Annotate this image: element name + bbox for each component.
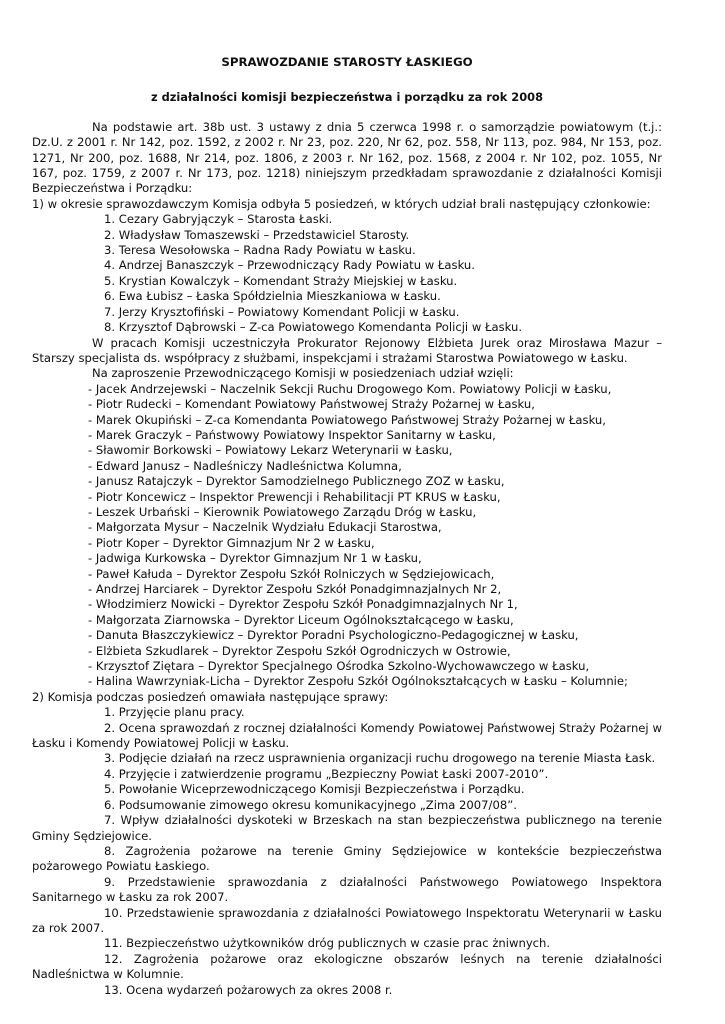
list-item: 5. Krystian Kowalczyk – Komendant Straży Miejskiej w Łasku. (104, 273, 458, 288)
list-item: - Marek Okupiński – Z-ca Komendanta Powiatowego Państwowej Straży Pożarnej w Łasku, (88, 412, 606, 427)
section-2-heading: 2) Komisja podczas posiedzeń omawiała następujące sprawy: (32, 689, 389, 704)
list-item: 6. Ewa Łubisz – Łaska Spółdzielnia Mieszkaniowa w Łasku. (104, 289, 441, 304)
list-item: - Danuta Błaszczykiewicz – Dyrektor Poradni Psychologiczno-Pedagogicznej w Łasku, (88, 628, 579, 643)
list-item: 9. Przedstawienie sprawozdania z działalności Państwowego Powiatowego Inspektora Sanitarnego w Łasku za rok 2007. (32, 874, 662, 905)
invited-list (32, 382, 662, 690)
list-item: 7. Jerzy Krysztofiński – Powiatowy Komendant Policji w Łasku. (104, 304, 460, 319)
list-item: 6. Podsumowanie zimowego okresu komunikacyjnego „Zima 2007/08”. (104, 797, 517, 812)
list-item: 13. Ocena wydarzeń pożarowych za okres 2008 r. (104, 982, 393, 997)
list-item: - Piotr Koncewicz – Inspektor Prewencji i Rehabilitacji PT KRUS w Łasku, (88, 489, 501, 504)
list-item: 8. Krzysztof Dąbrowski – Z-ca Powiatowego Komendanta Policji w Łasku. (104, 320, 523, 335)
list-item: - Janusz Ratajczyk – Dyrektor Samodzielnego Publicznego ZOZ w Łasku, (88, 474, 505, 489)
list-item: - Paweł Kałuda – Dyrektor Zespołu Szkół Rolniczych w Sędziejowicach, (88, 566, 495, 581)
list-item: - Piotr Koper – Dyrektor Gimnazjum Nr 2 w Łasku, (88, 535, 375, 550)
list-item: 8. Zagrożenia pożarowe na terenie Gminy Sędziejowice w kontekście bezpieczeństwa pożarowego Powiatu Łaskiego. (32, 843, 662, 874)
list-item: - Andrzej Harciarek – Dyrektor Zespołu Szkół Ponadgimnazjalnych Nr 2, (88, 582, 502, 596)
topics-list (32, 705, 662, 998)
list-item: - Włodzimierz Nowicki – Dyrektor Zespołu Szkół Ponadgimnazjalnych Nr 1, (88, 597, 518, 612)
list-item: 11. Bezpieczeństwo użytkowników dróg publicznych w czasie prac żniwnych. (104, 936, 551, 951)
list-item: 10. Przedstawienie sprawozdania z działalności Powiatowego Inspektoratu Weterynarii w Łasku za rok 2007. (32, 905, 662, 935)
list-item: 7. Wpływ działalności dyskoteki w Brzeskach na stan bezpieczeństwa publicznego na terenie Gminy Sędziejowice. (32, 813, 662, 843)
list-item: 3. Teresa Wesołowska – Radna Rady Powiatu w Łasku. (104, 243, 416, 258)
list-item: - Halina Wawrzyniak-Licha – Dyrektor Zespołu Szkół Ogólnokształcących w Łasku – Kolumnie; (88, 674, 628, 689)
list-item: - Edward Janusz – Nadleśniczy Nadleśnictwa Kolumna, (88, 458, 402, 473)
invited-intro: Na zaproszenie Przewodniczącego Komisji w posiedzeniach udział wzięli: (92, 366, 514, 381)
section-1-heading: 1) w okresie sprawozdawczym Komisja odbyła 5 posiedzeń, w których udział brali następujący członkowie: (32, 196, 651, 211)
document-page (32, 55, 662, 998)
list-item: 12. Zagrożenia pożarowe oraz ekologiczne obszarów leśnych na terenie działalności Nadleśnictwa w Kolumnie. (32, 951, 662, 982)
list-item: 3. Podjęcie działań na rzecz usprawnienia organizacji ruchu drogowego na terenie Miasta Łask. (104, 751, 656, 766)
list-item: - Małgorzata Ziarnowska – Dyrektor Liceum Ogólnokształcącego w Łasku, (88, 612, 514, 627)
list-item: - Krzysztof Ziętara – Dyrektor Specjalnego Ośrodka Szkolno-Wychowawczego w Łasku, (88, 659, 590, 674)
members-list (32, 212, 662, 335)
list-item: 1. Cezary Gabryjączyk – Starosta Łaski. (104, 212, 333, 227)
document-title: SPRAWOZDANIE STAROSTY ŁASKIEGO (221, 55, 473, 69)
list-item: - Sławomir Borkowski – Powiatowy Lekarz Weterynarii w Łasku, (88, 443, 453, 458)
list-item: - Jacek Andrzejewski – Naczelnik Sekcji Ruchu Drogowego Kom. Powiatowy Policji w Łasku, (88, 381, 612, 396)
list-item: 1. Przyjęcie planu pracy. (104, 705, 245, 720)
list-item: - Jadwiga Kurkowska – Dyrektor Gimnazjum Nr 1 w Łasku, (88, 551, 422, 566)
list-item: 2. Władysław Tomaszewski – Przedstawiciel Starosty. (104, 227, 410, 242)
list-item: - Piotr Rudecki – Komendant Powiatowy Państwowej Straży Pożarnej w Łasku, (88, 397, 535, 412)
list-item: - Leszek Urbański – Kierownik Powiatowego Zarządu Dróg w Łasku, (88, 504, 477, 519)
list-item: 4. Przyjęcie i zatwierdzenie programu „Bezpieczny Powiat Łaski 2007-2010”. (104, 766, 549, 781)
list-item: 4. Andrzej Banaszczyk – Przewodniczący Rady Powiatu w Łasku. (104, 258, 475, 273)
list-item: - Elżbieta Szkudlarek – Dyrektor Zespołu Szkół Ogrodniczych w Ostrowie, (88, 643, 511, 658)
list-item: 2. Ocena sprawozdań z rocznej działalności Komendy Powiatowej Państwowej Straży Pożarnej w Łasku i Komendy Powiatowej Policji w Łasku. (32, 720, 662, 751)
list-item: 5. Powołanie Wiceprzewodniczącego Komisji Bezpieczeństwa i Porządku. (104, 782, 525, 797)
document-subtitle: z działalności komisji bezpieczeństwa i porządku za rok 2008 (150, 90, 543, 105)
intro-paragraph: Na podstawie art. 38b ust. 3 ustawy z dnia 5 czerwca 1998 r. o samorządzie powiatowym (t.j.: Dz.U. z 2001 r. Nr 142, poz. 1592, z 2002 r. Nr 23, poz. 220, Nr 62, poz. 558, Nr 113, poz. 984, Nr 153, poz. 1271, Nr 200, poz. 1688, Nr 214, poz. 1806, z 2003 r. Nr 162, poz. 1568, z 2004 r. Nr 102, poz. 1055, Nr 167, poz. 1759, z 2007 r. Nr 173, poz. 1218) niniejszym przedkładam sprawozdanie z działalności Komisji Bezpieczeństwa i Porządku: (32, 119, 662, 196)
list-item: - Małgorzata Mysur – Naczelnik Wydziału Edukacji Starostwa, (88, 520, 442, 535)
list-item: - Marek Graczyk – Państwowy Powiatowy Inspektor Sanitarny w Łasku, (88, 427, 496, 442)
participants-paragraph: W pracach Komisji uczestniczyła Prokurator Rejonowy Elżbieta Jurek oraz Mirosława Mazur – Starszy specjalista ds. współpracy z służbami, inspekcjami i strażami Starostwa Powiatowego w Łasku. (32, 335, 662, 365)
